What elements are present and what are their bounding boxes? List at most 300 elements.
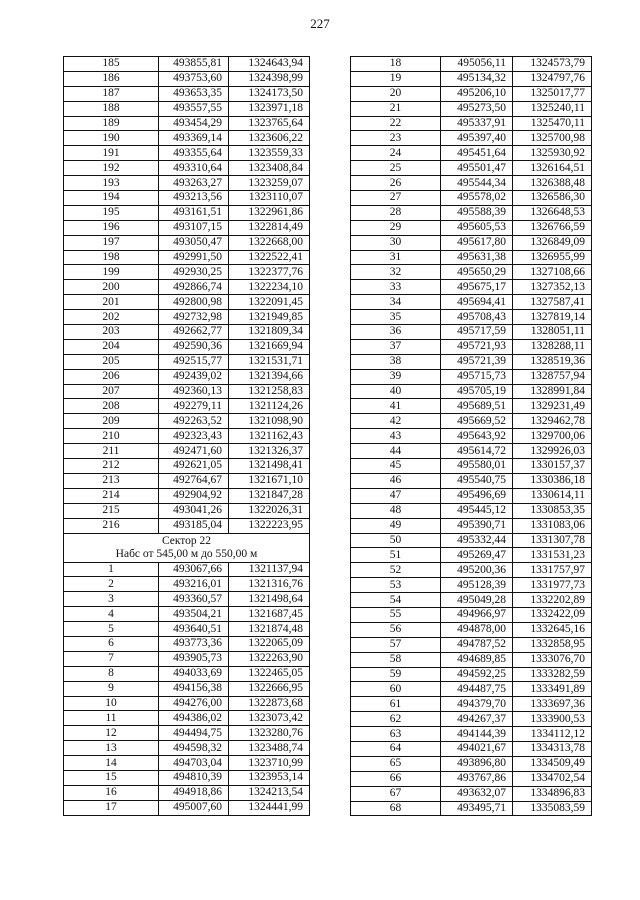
x-coordinate-cell: 492732,98 <box>159 310 229 325</box>
table-row <box>64 384 310 399</box>
point-number-cell: 26 <box>351 176 441 191</box>
x-coordinate-cell: 495451,64 <box>441 146 513 161</box>
table-row <box>351 310 592 325</box>
x-coordinate-cell: 494592,25 <box>441 667 513 682</box>
y-coordinate-cell: 1326586,30 <box>513 191 592 206</box>
x-coordinate-cell: 492263,52 <box>159 414 229 429</box>
x-coordinate-cell: 492662,77 <box>159 325 229 340</box>
x-coordinate-cell: 492360,13 <box>159 384 229 399</box>
x-coordinate-cell: 493773,36 <box>159 636 229 651</box>
point-number-cell: 186 <box>64 71 159 86</box>
coordinates-table-left <box>63 56 310 816</box>
point-number-cell: 190 <box>64 131 159 146</box>
table-row <box>64 310 310 325</box>
table-row <box>64 325 310 340</box>
x-coordinate-cell: 493896,80 <box>441 756 513 771</box>
y-coordinate-cell: 1322091,45 <box>229 295 310 310</box>
x-coordinate-cell: 494689,85 <box>441 652 513 667</box>
point-number-cell: 39 <box>351 369 441 384</box>
table-row <box>351 295 592 310</box>
table-row <box>64 459 310 474</box>
table-row <box>64 71 310 86</box>
table-row <box>64 770 310 785</box>
table-row <box>351 205 592 220</box>
table-row <box>64 250 310 265</box>
table-row <box>351 101 592 116</box>
x-coordinate-cell: 495694,41 <box>441 295 513 310</box>
table-row <box>351 116 592 131</box>
table-row <box>351 727 592 742</box>
point-number-cell: 197 <box>64 235 159 250</box>
y-coordinate-cell: 1323280,76 <box>229 726 310 741</box>
y-coordinate-cell: 1333491,89 <box>513 682 592 697</box>
point-number-cell: 48 <box>351 503 441 518</box>
x-coordinate-cell: 492439,02 <box>159 369 229 384</box>
y-coordinate-cell: 1322873,68 <box>229 696 310 711</box>
table-row <box>351 756 592 771</box>
point-number-cell: 1 <box>64 562 159 577</box>
y-coordinate-cell: 1334313,78 <box>513 741 592 756</box>
y-coordinate-cell: 1323971,18 <box>229 101 310 116</box>
table-row <box>351 146 592 161</box>
point-number-cell: 55 <box>351 607 441 622</box>
x-coordinate-cell: 493310,64 <box>159 161 229 176</box>
y-coordinate-cell: 1324643,94 <box>229 57 310 72</box>
point-number-cell: 209 <box>64 414 159 429</box>
x-coordinate-cell: 495643,92 <box>441 429 513 444</box>
x-coordinate-cell: 495588,39 <box>441 205 513 220</box>
left-table-body-b <box>64 562 310 815</box>
x-coordinate-cell: 494379,70 <box>441 697 513 712</box>
point-number-cell: 8 <box>64 666 159 681</box>
y-coordinate-cell: 1334509,49 <box>513 756 592 771</box>
x-coordinate-cell: 493653,35 <box>159 86 229 101</box>
x-coordinate-cell: 494494,75 <box>159 726 229 741</box>
point-number-cell: 47 <box>351 488 441 503</box>
table-row <box>351 771 592 786</box>
point-number-cell: 50 <box>351 533 441 548</box>
table-row <box>351 369 592 384</box>
point-number-cell: 6 <box>64 636 159 651</box>
y-coordinate-cell: 1321498,41 <box>229 459 310 474</box>
table-row <box>351 503 592 518</box>
y-coordinate-cell: 1332422,09 <box>513 607 592 622</box>
y-coordinate-cell: 1329700,06 <box>513 429 592 444</box>
table-row <box>351 459 592 474</box>
point-number-cell: 46 <box>351 473 441 488</box>
x-coordinate-cell: 493213,56 <box>159 191 229 206</box>
table-row <box>351 161 592 176</box>
x-coordinate-cell: 495049,28 <box>441 593 513 608</box>
table-row <box>351 57 592 72</box>
point-number-cell: 213 <box>64 473 159 488</box>
point-number-cell: 198 <box>64 250 159 265</box>
x-coordinate-cell: 494918,86 <box>159 785 229 800</box>
y-coordinate-cell: 1321326,37 <box>229 444 310 459</box>
x-coordinate-cell: 494810,39 <box>159 770 229 785</box>
table-row <box>351 71 592 86</box>
point-number-cell: 203 <box>64 325 159 340</box>
table-row <box>64 726 310 741</box>
point-number-cell: 42 <box>351 414 441 429</box>
point-number-cell: 57 <box>351 637 441 652</box>
x-coordinate-cell: 495128,39 <box>441 578 513 593</box>
point-number-cell: 38 <box>351 354 441 369</box>
x-coordinate-cell: 495332,44 <box>441 533 513 548</box>
y-coordinate-cell: 1322065,09 <box>229 636 310 651</box>
y-coordinate-cell: 1329462,78 <box>513 414 592 429</box>
y-coordinate-cell: 1334112,12 <box>513 727 592 742</box>
x-coordinate-cell: 495501,47 <box>441 161 513 176</box>
table-row <box>64 503 310 518</box>
table-row <box>64 622 310 637</box>
table-row <box>351 682 592 697</box>
y-coordinate-cell: 1322223,95 <box>229 518 310 533</box>
y-coordinate-cell: 1324173,50 <box>229 86 310 101</box>
point-number-cell: 61 <box>351 697 441 712</box>
x-coordinate-cell: 495390,71 <box>441 518 513 533</box>
point-number-cell: 216 <box>64 518 159 533</box>
point-number-cell: 44 <box>351 444 441 459</box>
table-row <box>64 741 310 756</box>
x-coordinate-cell: 493216,01 <box>159 577 229 592</box>
point-number-cell: 205 <box>64 354 159 369</box>
point-number-cell: 22 <box>351 116 441 131</box>
x-coordinate-cell: 495721,93 <box>441 339 513 354</box>
point-number-cell: 185 <box>64 57 159 72</box>
y-coordinate-cell: 1321531,71 <box>229 354 310 369</box>
point-number-cell: 28 <box>351 205 441 220</box>
table-row <box>64 146 310 161</box>
point-number-cell: 215 <box>64 503 159 518</box>
table-row <box>351 429 592 444</box>
table-row <box>351 280 592 295</box>
x-coordinate-cell: 495631,38 <box>441 250 513 265</box>
point-number-cell: 196 <box>64 220 159 235</box>
sector-header-row <box>64 533 310 562</box>
y-coordinate-cell: 1332858,95 <box>513 637 592 652</box>
x-coordinate-cell: 493161,51 <box>159 205 229 220</box>
point-number-cell: 40 <box>351 384 441 399</box>
point-number-cell: 204 <box>64 339 159 354</box>
table-row <box>351 131 592 146</box>
table-row <box>351 607 592 622</box>
x-coordinate-cell: 493263,27 <box>159 176 229 191</box>
table-row <box>64 191 310 206</box>
x-coordinate-cell: 494703,04 <box>159 756 229 771</box>
y-coordinate-cell: 1324398,99 <box>229 71 310 86</box>
table-row <box>351 325 592 340</box>
table-row <box>351 86 592 101</box>
y-coordinate-cell: 1325930,92 <box>513 146 592 161</box>
y-coordinate-cell: 1331757,97 <box>513 563 592 578</box>
table-row <box>64 785 310 800</box>
table-row <box>64 131 310 146</box>
y-coordinate-cell: 1334702,54 <box>513 771 592 786</box>
x-coordinate-cell: 493640,51 <box>159 622 229 637</box>
x-coordinate-cell: 493369,14 <box>159 131 229 146</box>
x-coordinate-cell: 494386,02 <box>159 711 229 726</box>
y-coordinate-cell: 1321162,43 <box>229 429 310 444</box>
table-row <box>64 339 310 354</box>
table-row <box>351 652 592 667</box>
y-coordinate-cell: 1332645,16 <box>513 622 592 637</box>
point-number-cell: 43 <box>351 429 441 444</box>
x-coordinate-cell: 493753,60 <box>159 71 229 86</box>
table-row <box>351 444 592 459</box>
table-row <box>351 191 592 206</box>
point-number-cell: 27 <box>351 191 441 206</box>
x-coordinate-cell: 493905,73 <box>159 651 229 666</box>
y-coordinate-cell: 1327108,66 <box>513 265 592 280</box>
y-coordinate-cell: 1333697,36 <box>513 697 592 712</box>
y-coordinate-cell: 1323259,07 <box>229 176 310 191</box>
x-coordinate-cell: 494156,38 <box>159 681 229 696</box>
point-number-cell: 66 <box>351 771 441 786</box>
x-coordinate-cell: 492471,60 <box>159 444 229 459</box>
point-number-cell: 30 <box>351 235 441 250</box>
y-coordinate-cell: 1323953,14 <box>229 770 310 785</box>
x-coordinate-cell: 495605,53 <box>441 220 513 235</box>
point-number-cell: 21 <box>351 101 441 116</box>
y-coordinate-cell: 1326849,09 <box>513 235 592 250</box>
x-coordinate-cell: 493767,86 <box>441 771 513 786</box>
point-number-cell: 60 <box>351 682 441 697</box>
x-coordinate-cell: 493185,04 <box>159 518 229 533</box>
y-coordinate-cell: 1328288,11 <box>513 339 592 354</box>
x-coordinate-cell: 494966,97 <box>441 607 513 622</box>
point-number-cell: 53 <box>351 578 441 593</box>
point-number-cell: 15 <box>64 770 159 785</box>
y-coordinate-cell: 1321949,85 <box>229 310 310 325</box>
y-coordinate-cell: 1321124,26 <box>229 399 310 414</box>
point-number-cell: 62 <box>351 712 441 727</box>
x-coordinate-cell: 494033,69 <box>159 666 229 681</box>
table-row <box>351 399 592 414</box>
y-coordinate-cell: 1321669,94 <box>229 339 310 354</box>
point-number-cell: 36 <box>351 325 441 340</box>
x-coordinate-cell: 494878,00 <box>441 622 513 637</box>
table-row <box>64 265 310 280</box>
x-coordinate-cell: 495614,72 <box>441 444 513 459</box>
table-row <box>64 176 310 191</box>
x-coordinate-cell: 492764,67 <box>159 473 229 488</box>
point-number-cell: 54 <box>351 593 441 608</box>
y-coordinate-cell: 1322814,49 <box>229 220 310 235</box>
point-number-cell: 214 <box>64 488 159 503</box>
y-coordinate-cell: 1323765,64 <box>229 116 310 131</box>
table-row <box>64 205 310 220</box>
x-coordinate-cell: 495007,60 <box>159 800 229 815</box>
x-coordinate-cell: 492904,92 <box>159 488 229 503</box>
y-coordinate-cell: 1328519,36 <box>513 354 592 369</box>
x-coordinate-cell: 495445,12 <box>441 503 513 518</box>
point-number-cell: 65 <box>351 756 441 771</box>
y-coordinate-cell: 1323073,42 <box>229 711 310 726</box>
y-coordinate-cell: 1330157,37 <box>513 459 592 474</box>
y-coordinate-cell: 1329926,03 <box>513 444 592 459</box>
y-coordinate-cell: 1321687,45 <box>229 607 310 622</box>
table-row <box>351 384 592 399</box>
point-number-cell: 17 <box>64 800 159 815</box>
y-coordinate-cell: 1321394,66 <box>229 369 310 384</box>
y-coordinate-cell: 1326955,99 <box>513 250 592 265</box>
table-row <box>64 636 310 651</box>
y-coordinate-cell: 1322961,86 <box>229 205 310 220</box>
point-number-cell: 63 <box>351 727 441 742</box>
point-number-cell: 207 <box>64 384 159 399</box>
y-coordinate-cell: 1323606,22 <box>229 131 310 146</box>
point-number-cell: 58 <box>351 652 441 667</box>
point-number-cell: 52 <box>351 563 441 578</box>
point-number-cell: 194 <box>64 191 159 206</box>
y-coordinate-cell: 1327352,13 <box>513 280 592 295</box>
point-number-cell: 11 <box>64 711 159 726</box>
table-row <box>351 235 592 250</box>
x-coordinate-cell: 492590,36 <box>159 339 229 354</box>
table-row <box>64 800 310 815</box>
y-coordinate-cell: 1334896,83 <box>513 786 592 801</box>
table-row <box>64 295 310 310</box>
y-coordinate-cell: 1324797,76 <box>513 71 592 86</box>
x-coordinate-cell: 493454,29 <box>159 116 229 131</box>
coordinates-table-right <box>350 56 592 816</box>
point-number-cell: 9 <box>64 681 159 696</box>
table-row <box>64 116 310 131</box>
point-number-cell: 34 <box>351 295 441 310</box>
point-number-cell: 202 <box>64 310 159 325</box>
table-row <box>64 86 310 101</box>
table-row <box>64 756 310 771</box>
y-coordinate-cell: 1324441,99 <box>229 800 310 815</box>
x-coordinate-cell: 493632,07 <box>441 786 513 801</box>
y-coordinate-cell: 1324213,54 <box>229 785 310 800</box>
x-coordinate-cell: 494021,67 <box>441 741 513 756</box>
y-coordinate-cell: 1323408,84 <box>229 161 310 176</box>
x-coordinate-cell: 495715,73 <box>441 369 513 384</box>
x-coordinate-cell: 495705,19 <box>441 384 513 399</box>
y-coordinate-cell: 1323559,33 <box>229 146 310 161</box>
table-row <box>64 473 310 488</box>
x-coordinate-cell: 495056,11 <box>441 57 513 72</box>
x-coordinate-cell: 492621,05 <box>159 459 229 474</box>
table-row <box>351 250 592 265</box>
table-row <box>64 101 310 116</box>
table-row <box>351 354 592 369</box>
y-coordinate-cell: 1331083,06 <box>513 518 592 533</box>
y-coordinate-cell: 1325470,11 <box>513 116 592 131</box>
point-number-cell: 67 <box>351 786 441 801</box>
x-coordinate-cell: 495669,52 <box>441 414 513 429</box>
y-coordinate-cell: 1322522,41 <box>229 250 310 265</box>
table-row <box>351 533 592 548</box>
point-number-cell: 18 <box>351 57 441 72</box>
y-coordinate-cell: 1321847,28 <box>229 488 310 503</box>
y-coordinate-cell: 1326766,59 <box>513 220 592 235</box>
point-number-cell: 16 <box>64 785 159 800</box>
y-coordinate-cell: 1326388,48 <box>513 176 592 191</box>
y-coordinate-cell: 1335083,59 <box>513 801 592 816</box>
y-coordinate-cell: 1327819,14 <box>513 310 592 325</box>
y-coordinate-cell: 1324573,79 <box>513 57 592 72</box>
x-coordinate-cell: 495650,29 <box>441 265 513 280</box>
y-coordinate-cell: 1322668,00 <box>229 235 310 250</box>
y-coordinate-cell: 1323110,07 <box>229 191 310 206</box>
x-coordinate-cell: 493067,66 <box>159 562 229 577</box>
y-coordinate-cell: 1329231,49 <box>513 399 592 414</box>
table-row <box>64 429 310 444</box>
point-number-cell: 24 <box>351 146 441 161</box>
table-row <box>64 562 310 577</box>
table-row <box>351 801 592 816</box>
point-number-cell: 12 <box>64 726 159 741</box>
point-number-cell: 20 <box>351 86 441 101</box>
table-row <box>351 667 592 682</box>
x-coordinate-cell: 494144,39 <box>441 727 513 742</box>
point-number-cell: 32 <box>351 265 441 280</box>
x-coordinate-cell: 495689,51 <box>441 399 513 414</box>
table-row <box>64 488 310 503</box>
x-coordinate-cell: 495200,36 <box>441 563 513 578</box>
x-coordinate-cell: 494787,52 <box>441 637 513 652</box>
table-row <box>351 786 592 801</box>
x-coordinate-cell: 492323,43 <box>159 429 229 444</box>
point-number-cell: 33 <box>351 280 441 295</box>
x-coordinate-cell: 495134,32 <box>441 71 513 86</box>
x-coordinate-cell: 492515,77 <box>159 354 229 369</box>
left-table-body-a <box>64 57 310 534</box>
y-coordinate-cell: 1322377,76 <box>229 265 310 280</box>
table-row <box>351 473 592 488</box>
point-number-cell: 211 <box>64 444 159 459</box>
y-coordinate-cell: 1325017,77 <box>513 86 592 101</box>
point-number-cell: 23 <box>351 131 441 146</box>
table-row <box>351 176 592 191</box>
y-coordinate-cell: 1322263,90 <box>229 651 310 666</box>
y-coordinate-cell: 1330386,18 <box>513 473 592 488</box>
table-row <box>64 607 310 622</box>
table-row <box>64 57 310 72</box>
point-number-cell: 64 <box>351 741 441 756</box>
table-row <box>64 651 310 666</box>
sector-header <box>64 533 310 562</box>
right-table-body <box>351 57 592 816</box>
x-coordinate-cell: 492930,25 <box>159 265 229 280</box>
table-row <box>64 235 310 250</box>
y-coordinate-cell: 1322234,10 <box>229 280 310 295</box>
x-coordinate-cell: 494276,00 <box>159 696 229 711</box>
point-number-cell: 31 <box>351 250 441 265</box>
point-number-cell: 195 <box>64 205 159 220</box>
point-number-cell: 7 <box>64 651 159 666</box>
y-coordinate-cell: 1321098,90 <box>229 414 310 429</box>
y-coordinate-cell: 1325700,98 <box>513 131 592 146</box>
y-coordinate-cell: 1321498,64 <box>229 592 310 607</box>
x-coordinate-cell: 493557,55 <box>159 101 229 116</box>
table-row <box>64 711 310 726</box>
table-row <box>351 220 592 235</box>
y-coordinate-cell: 1323710,99 <box>229 756 310 771</box>
y-coordinate-cell: 1322465,05 <box>229 666 310 681</box>
y-coordinate-cell: 1325240,11 <box>513 101 592 116</box>
point-number-cell: 49 <box>351 518 441 533</box>
point-number-cell: 3 <box>64 592 159 607</box>
table-row <box>64 220 310 235</box>
table-row <box>64 354 310 369</box>
point-number-cell: 10 <box>64 696 159 711</box>
x-coordinate-cell: 495708,43 <box>441 310 513 325</box>
point-number-cell: 189 <box>64 116 159 131</box>
